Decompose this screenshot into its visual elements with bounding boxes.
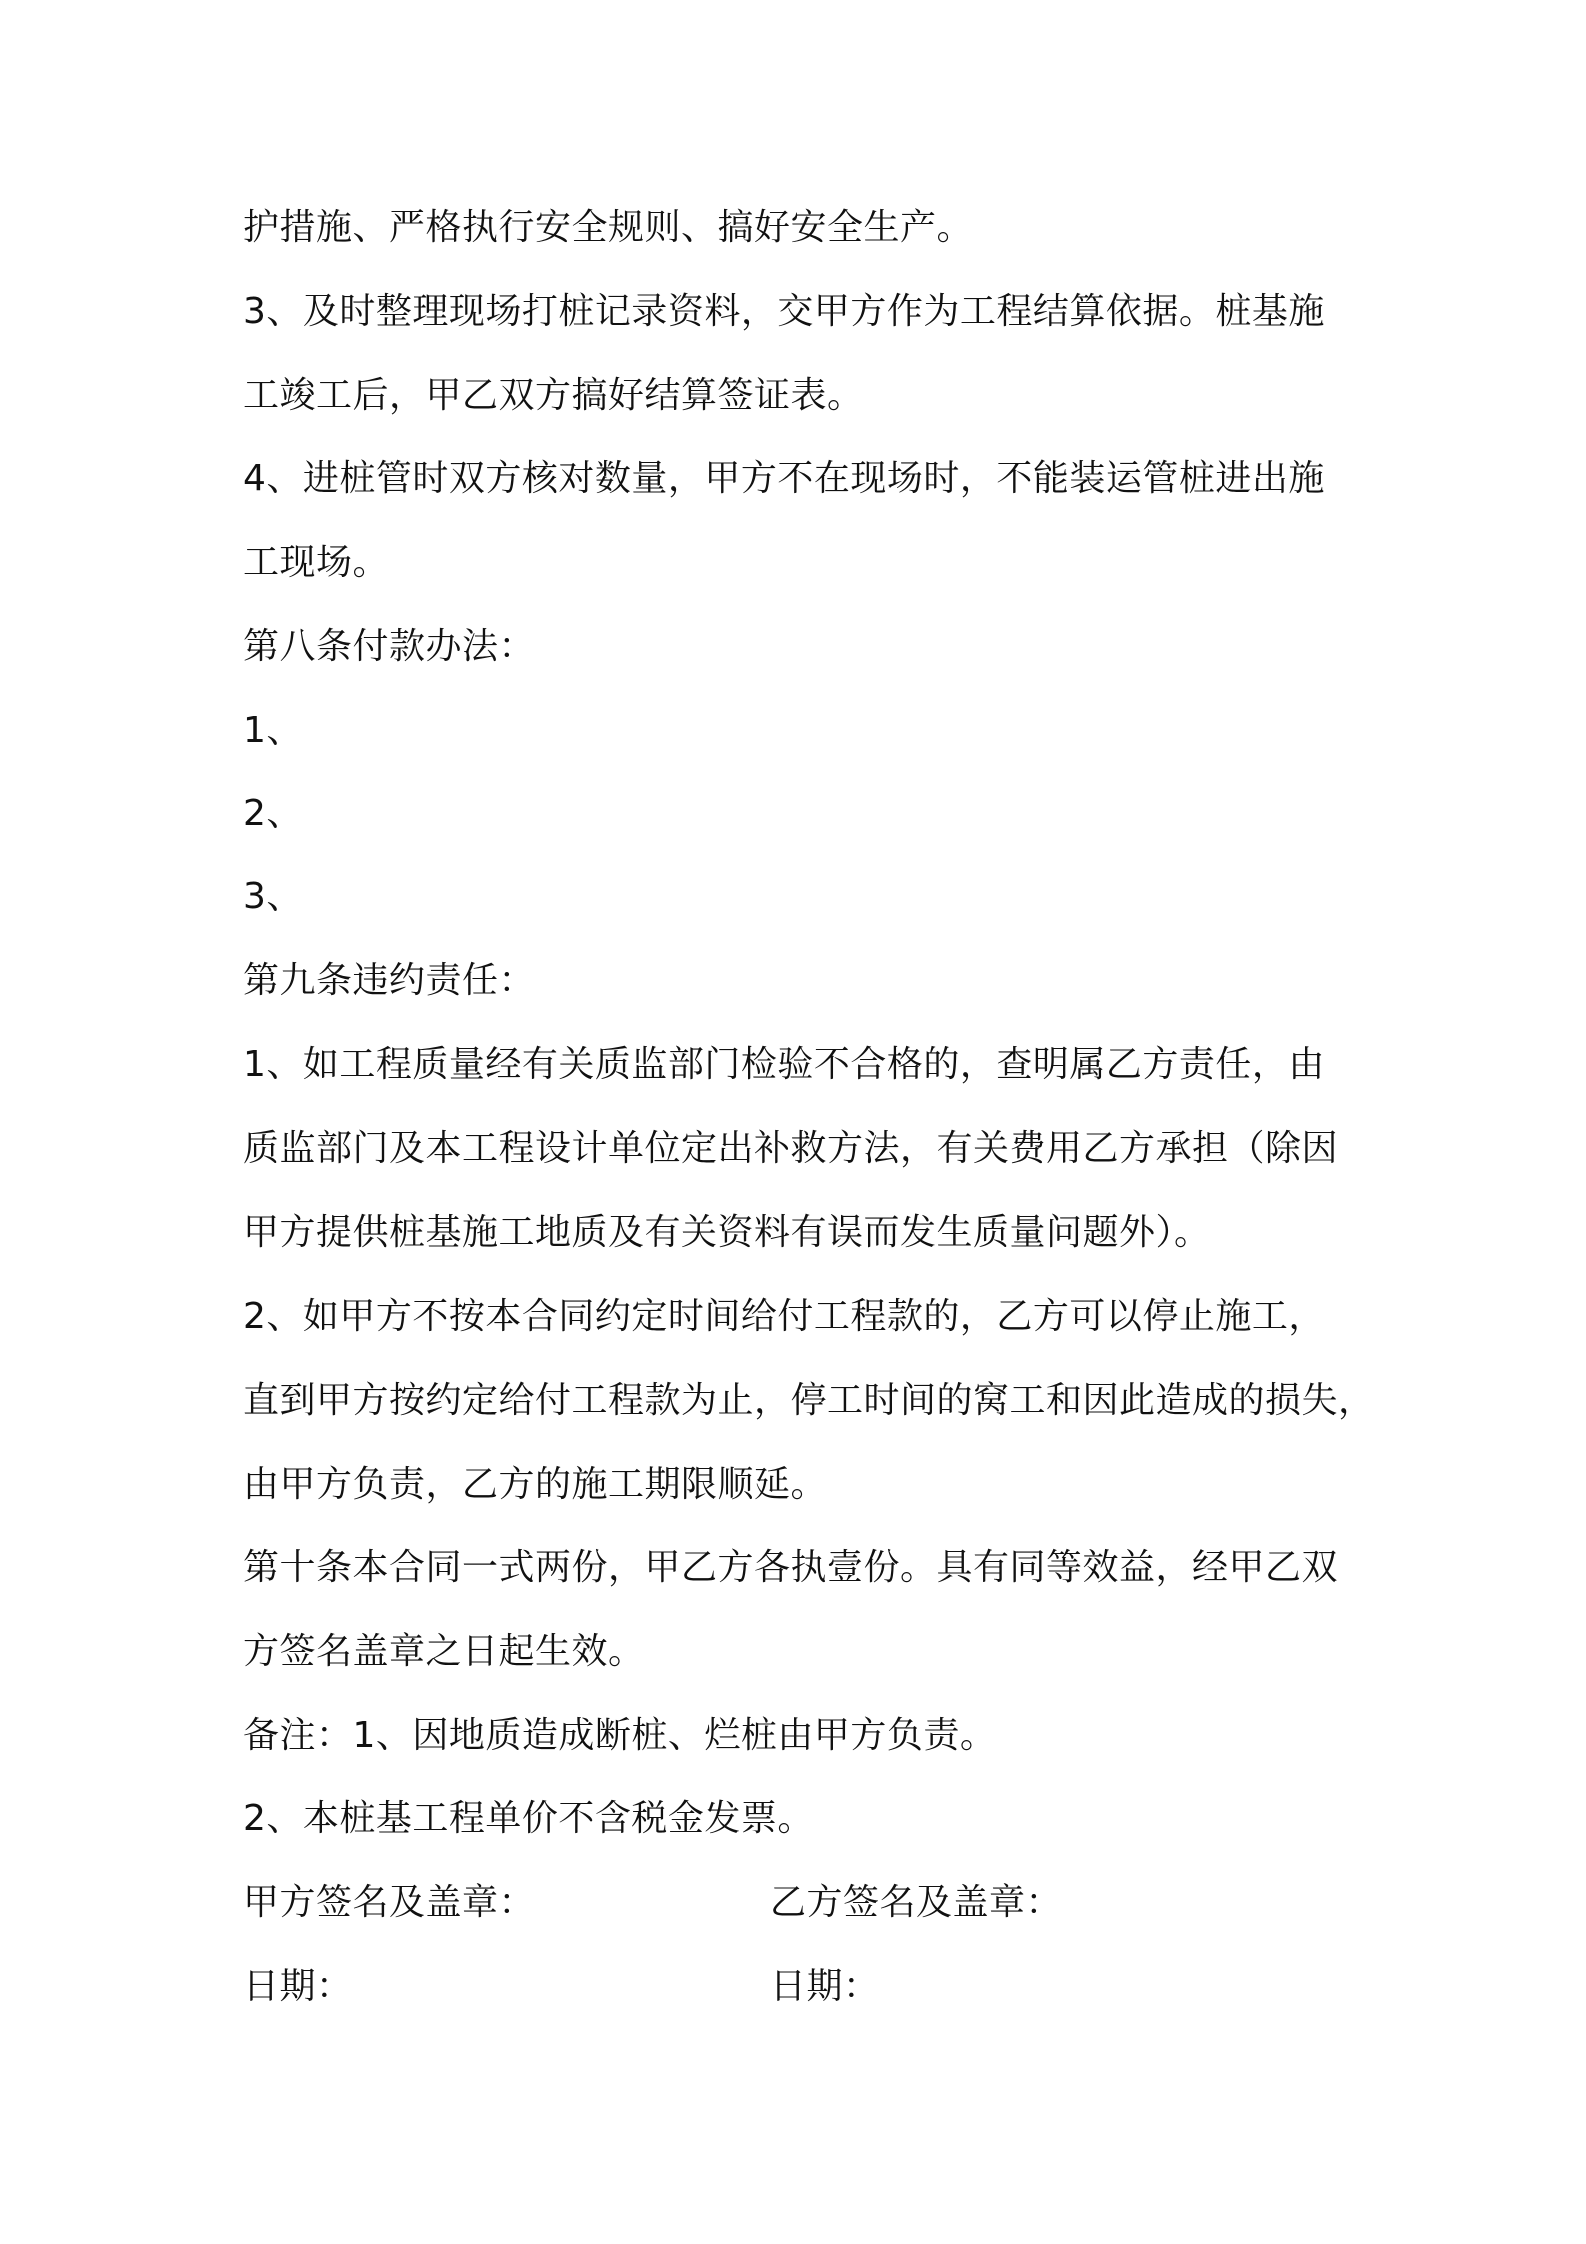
text-line: 1、如工程质量经有关质监部门检验不合格的，查明属乙方责任，由 <box>243 1044 1325 1085</box>
party-a-date-label: 日期： <box>243 1966 353 2007</box>
party-a-signature-label: 甲方签名及盖章： <box>243 1882 536 1923</box>
text-line: 工竣工后，甲乙双方搞好结算签证表。 <box>243 375 864 416</box>
text-line: 备注：1、因地质造成断桩、烂桩由甲方负责。 <box>243 1715 997 1756</box>
text-line: 质监部门及本工程设计单位定出补救方法，有关费用乙方承担（除因 <box>243 1128 1339 1169</box>
text-line: 护措施、严格执行安全规则、搞好安全生产。 <box>243 207 974 248</box>
text-line: 2、本桩基工程单价不含税金发票。 <box>243 1798 814 1839</box>
list-item: 2、 <box>243 793 303 834</box>
section-heading: 第八条付款办法： <box>243 626 536 667</box>
party-b-date-label: 日期： <box>770 1966 880 2007</box>
text-line: 2、如甲方不按本合同约定时间给付工程款的，乙方可以停止施工， <box>243 1296 1325 1337</box>
text-line: 4、进桩管时双方核对数量，甲方不在现场时，不能装运管桩进出施 <box>243 458 1325 499</box>
text-line: 甲方提供桩基施工地质及有关资料有误而发生质量问题外）。 <box>243 1212 1211 1253</box>
text-line: 方签名盖章之日起生效。 <box>243 1631 645 1672</box>
text-line: 直到甲方按约定给付工程款为止，停工时间的窝工和因此造成的损失， <box>243 1380 1375 1421</box>
list-item: 3、 <box>243 876 303 917</box>
text-line: 3、及时整理现场打桩记录资料，交甲方作为工程结算依据。桩基施 <box>243 291 1325 332</box>
text-line: 由甲方负责，乙方的施工期限顺延。 <box>243 1464 828 1505</box>
text-line: 工现场。 <box>243 542 390 583</box>
section-heading: 第九条违约责任： <box>243 960 536 1001</box>
list-item: 1、 <box>243 710 303 751</box>
text-line: 第十条本合同一式两份，甲乙方各执壹份。具有同等效益，经甲乙双 <box>243 1547 1339 1588</box>
party-b-signature-label: 乙方签名及盖章： <box>770 1882 1063 1923</box>
